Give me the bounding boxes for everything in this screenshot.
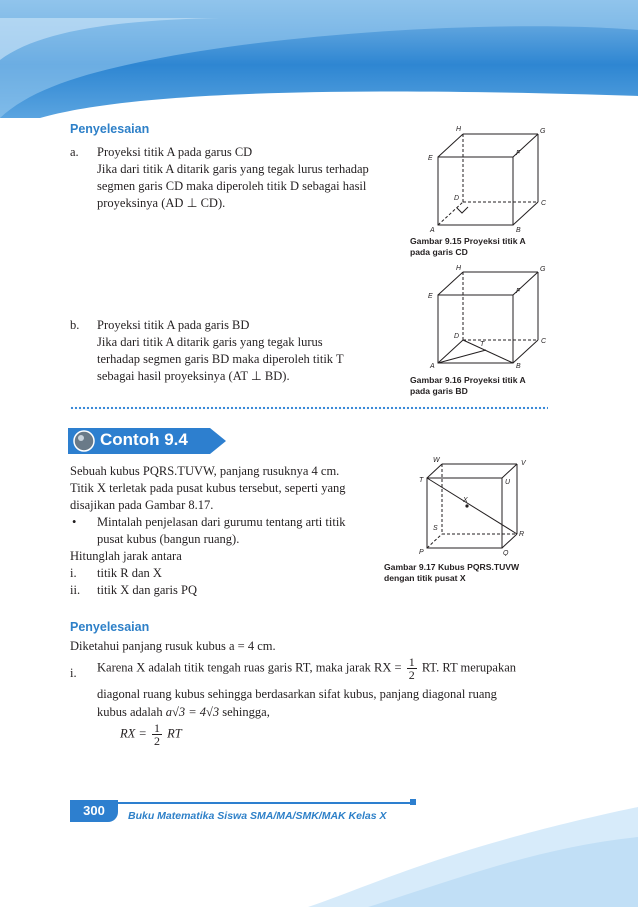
solution-i-line-3-math: a√3 = 4√3 — [165, 705, 220, 719]
label-h: H — [456, 265, 462, 272]
part-b-line-2: Jika dari titik A ditarik garis yang tegak lurus — [97, 335, 323, 349]
example-line-3: disajikan pada Gambar 8.17. — [70, 498, 214, 512]
header-swoosh — [0, 0, 638, 118]
label-r: R — [519, 531, 525, 538]
equation-fraction — [152, 722, 162, 747]
solution-i-line-2: diagonal ruang kubus sehingga berdasarkan sifat kubus, panjang diagonal ruang — [97, 687, 497, 701]
example-line-4: Hitunglah jarak antara — [70, 549, 182, 563]
page-number: 300 — [70, 800, 118, 822]
part-b-marker: b. — [70, 318, 80, 332]
label-x: X — [463, 497, 468, 504]
example-line-2: Titik X terletak pada pusat kubus tersebut, seperti yang — [70, 481, 346, 495]
part-a-line-4: proyeksinya (AD ⊥ CD). — [97, 196, 226, 210]
part-a-marker: a. — [70, 145, 79, 159]
footer-square — [410, 799, 416, 805]
label-a: A — [430, 363, 435, 370]
bullet-marker: • — [72, 515, 77, 529]
label-u: U — [505, 479, 511, 486]
label-t: T — [419, 477, 424, 484]
fraction-denominator: 2 — [408, 668, 415, 682]
label-p: P — [419, 549, 424, 556]
label-b: B — [516, 227, 521, 234]
label-d: D — [454, 333, 460, 340]
part-a-line-3: segmen garis CD maka diperoleh titik D sebagai hasil — [97, 179, 367, 193]
item-ii-text: titik X dan garis PQ — [97, 583, 197, 597]
part-a-line-1: Proyeksi titik A pada garus CD — [97, 145, 253, 159]
label-s: S — [433, 525, 438, 532]
solution-i-line-3 — [97, 704, 270, 722]
equation-right: RT — [167, 726, 182, 741]
label-d: D — [454, 195, 460, 202]
figure-9-15-caption-1: Gambar 9.15 Proyeksi titik A — [410, 236, 526, 246]
part-a-line-2: Jika dari titik A ditarik garis yang tegak lurus terhadap — [97, 162, 369, 176]
fraction-numerator: 1 — [408, 655, 415, 669]
figure-9-17-caption-2: dengan titik pusat X — [384, 573, 466, 583]
solution-i-line-3-b: sehingga, — [222, 705, 270, 719]
label-c: C — [541, 200, 547, 207]
footer-rule — [118, 802, 412, 804]
label-f: F — [516, 288, 521, 295]
solution-given: Diketahui panjang rusuk kubus a = 4 cm. — [70, 639, 276, 653]
solution-i-marker: i. — [70, 666, 77, 680]
equation-numerator: 1 — [153, 721, 160, 735]
equation-left: RX = — [120, 726, 147, 741]
label-t: T — [480, 341, 485, 348]
label-v: V — [521, 460, 526, 467]
example-title: Contoh 9.4 — [100, 430, 188, 449]
label-e: E — [428, 155, 433, 162]
equation-rx — [120, 722, 182, 747]
label-f: F — [516, 150, 521, 157]
bullet-line-1: Mintalah penjelasan dari gurumu tentang arti titik — [97, 515, 346, 529]
solution-i-line-1-b: RT. RT merupakan — [421, 660, 517, 675]
example-line-1: Sebuah kubus PQRS.TUVW, panjang rusuknya 4 cm. — [70, 464, 340, 478]
cube-figure-9-17 — [415, 456, 555, 556]
label-g: G — [540, 128, 546, 135]
part-b-line-1: Proyeksi titik A pada garis BD — [97, 318, 250, 332]
footer-decoration — [308, 787, 638, 907]
cube-figure-9-15 — [420, 122, 550, 234]
part-b-line-3: terhadap segmen garis BD maka diperoleh titik T — [97, 352, 344, 366]
label-h: H — [456, 126, 462, 133]
label-b: B — [516, 363, 521, 370]
label-q: Q — [503, 550, 509, 556]
equation-denominator: 2 — [153, 734, 160, 748]
dotted-divider — [70, 406, 548, 410]
solution-i-line-3-a: kubus adalah — [97, 705, 163, 719]
item-i-marker: i. — [70, 566, 77, 580]
label-g: G — [540, 266, 546, 273]
bullet-line-2: pusat kubus (bangun ruang). — [97, 532, 240, 546]
solution-i-line-1 — [97, 656, 552, 681]
label-w: W — [433, 457, 440, 464]
solution-i-line-1-a: Karena X adalah titik tengah ruas garis RT, maka jarak RX = — [97, 660, 402, 675]
fraction-half — [407, 656, 417, 681]
solution-heading: Penyelesaian — [70, 122, 150, 136]
label-e: E — [428, 293, 433, 300]
solution-heading-2: Penyelesaian — [70, 620, 150, 634]
figure-9-15-caption-2: pada garis CD — [410, 247, 468, 257]
part-b-line-4: sebagai hasil proyeksinya (AT ⊥ BD). — [97, 369, 290, 383]
label-c: C — [541, 338, 547, 345]
footer-book-title: Buku Matematika Siswa SMA/MA/SMK/MAK Kelas X — [128, 810, 387, 822]
item-i-text: titik R dan X — [97, 566, 162, 580]
figure-9-16-caption-1: Gambar 9.16 Proyeksi titik A — [410, 375, 526, 385]
figure-9-17-caption-1: Gambar 9.17 Kubus PQRS.TUVW — [384, 562, 520, 572]
item-ii-marker: ii. — [70, 583, 81, 597]
figure-9-16-caption-2: pada garis BD — [410, 386, 468, 396]
label-a: A — [430, 227, 435, 234]
cube-figure-9-16 — [420, 262, 550, 370]
